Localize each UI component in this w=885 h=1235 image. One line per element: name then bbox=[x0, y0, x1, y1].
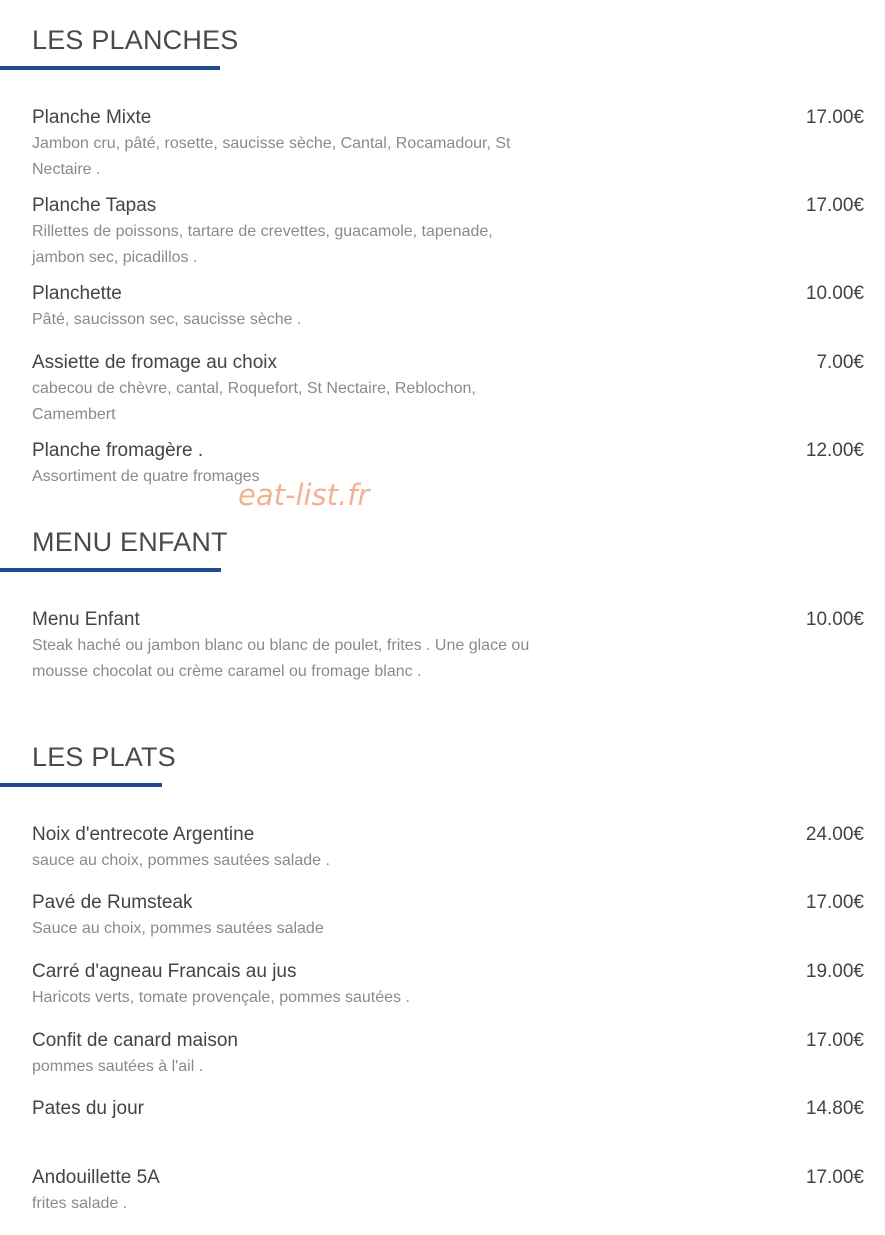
item-description: Sauce au choix, pommes sautées salade bbox=[32, 920, 324, 937]
section-underline bbox=[0, 66, 220, 70]
item-name: Pavé de Rumsteak bbox=[32, 892, 193, 913]
item-price: 24.00€ bbox=[805, 824, 864, 845]
item-description: sauce au choix, pommes sautées salade . bbox=[32, 852, 330, 869]
watermark: eat-list.fr bbox=[238, 478, 370, 512]
item-price: 17.00€ bbox=[805, 107, 864, 128]
section-title-menu-enfant: MENU ENFANT bbox=[32, 527, 228, 557]
item-description: frites salade . bbox=[32, 1195, 128, 1212]
section-underline bbox=[0, 568, 221, 572]
section-underline bbox=[0, 783, 162, 787]
item-name: Pates du jour bbox=[32, 1098, 144, 1119]
item-name: Carré d'agneau Francais au jus bbox=[32, 961, 297, 982]
item-price: 17.00€ bbox=[805, 892, 864, 913]
item-price: 12.00€ bbox=[805, 440, 864, 461]
menu-item bbox=[32, 822, 864, 874]
menu-item bbox=[32, 607, 864, 685]
item-price: 10.00€ bbox=[805, 283, 864, 304]
item-description: Pâté, saucisson sec, saucisse sèche . bbox=[32, 311, 302, 328]
menu-item bbox=[32, 193, 864, 271]
item-name: Assiette de fromage au choix bbox=[32, 352, 278, 373]
item-name: Confit de canard maison bbox=[32, 1030, 238, 1051]
item-price: 10.00€ bbox=[805, 609, 864, 630]
item-description: Assortiment de quatre fromages bbox=[32, 468, 260, 485]
item-price: 14.80€ bbox=[805, 1098, 864, 1119]
item-price: 19.00€ bbox=[805, 961, 864, 982]
section-title-plats: LES PLATS bbox=[32, 742, 176, 772]
item-description: Rillettes de poissons, tartare de crevettes, guacamole, tapenade, jambon sec, picadillos . bbox=[32, 223, 493, 266]
item-price: 17.00€ bbox=[805, 195, 864, 216]
item-name: Planche Mixte bbox=[32, 107, 152, 128]
item-price: 7.00€ bbox=[816, 352, 864, 373]
item-name: Planche fromagère . bbox=[32, 440, 204, 461]
item-description: Jambon cru, pâté, rosette, saucisse sèche, Cantal, Rocamadour, St Nectaire . bbox=[32, 135, 511, 178]
menu-item bbox=[32, 1028, 864, 1080]
menu-item bbox=[32, 959, 864, 1011]
item-name: Noix d'entrecote Argentine bbox=[32, 824, 255, 845]
menu-item bbox=[32, 350, 864, 428]
item-name: Planchette bbox=[32, 283, 122, 304]
menu-item bbox=[32, 1165, 864, 1217]
menu-item bbox=[32, 105, 864, 183]
section-title-planches: LES PLANCHES bbox=[32, 25, 239, 55]
item-name: Menu Enfant bbox=[32, 609, 140, 630]
item-name: Planche Tapas bbox=[32, 195, 157, 216]
item-description: Haricots verts, tomate provençale, pommes sautées . bbox=[32, 989, 410, 1006]
item-price: 17.00€ bbox=[805, 1030, 864, 1051]
item-description: pommes sautées à l'ail . bbox=[32, 1058, 204, 1075]
menu-item bbox=[32, 281, 864, 333]
item-description: cabecou de chèvre, cantal, Roquefort, St Nectaire, Reblochon, Camembert bbox=[32, 380, 476, 423]
item-name: Andouillette 5A bbox=[32, 1167, 160, 1188]
menu-item bbox=[32, 890, 864, 942]
menu-item bbox=[32, 1096, 864, 1122]
menu-item bbox=[32, 438, 864, 490]
item-description: Steak haché ou jambon blanc ou blanc de poulet, frites . Une glace ou mousse chocolat ou crème caramel ou fromage blanc . bbox=[32, 637, 530, 680]
item-price: 17.00€ bbox=[805, 1167, 864, 1188]
